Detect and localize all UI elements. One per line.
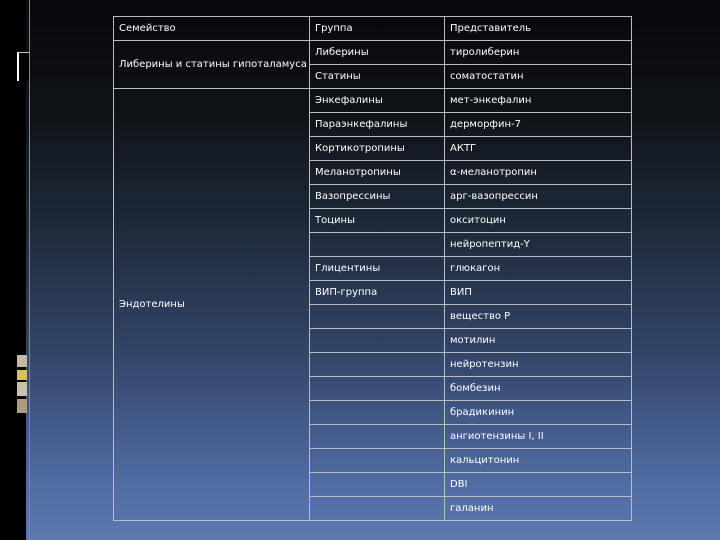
- representative-cell: ВИП: [445, 281, 632, 305]
- representative-cell: брадикинин: [445, 401, 632, 425]
- header-group: Группа: [310, 17, 445, 41]
- group-cell: Вазопрессины: [310, 185, 445, 209]
- family-cell: Либерины и статины гипоталамуса: [114, 41, 310, 89]
- accent-bar: [17, 355, 27, 367]
- group-cell: Либерины: [310, 41, 445, 65]
- accent-bar: [17, 399, 27, 413]
- representative-cell: DBI: [445, 473, 632, 497]
- representative-cell: бомбезин: [445, 377, 632, 401]
- representative-cell: тиролиберин: [445, 41, 632, 65]
- representative-cell: нейропептид-Y: [445, 233, 632, 257]
- representative-cell: мет-энкефалин: [445, 89, 632, 113]
- left-vertical-rule: [29, 0, 30, 540]
- group-cell: Глицентины: [310, 257, 445, 281]
- table-row: [114, 89, 632, 113]
- group-cell: [310, 473, 445, 497]
- representative-cell: вещество Р: [445, 305, 632, 329]
- group-cell: Энкефалины: [310, 89, 445, 113]
- representative-cell: соматостатин: [445, 65, 632, 89]
- representative-cell: окситоцин: [445, 209, 632, 233]
- representative-cell: α-меланотропин: [445, 161, 632, 185]
- group-cell: [310, 425, 445, 449]
- group-cell: [310, 449, 445, 473]
- group-cell: [310, 377, 445, 401]
- group-cell: ВИП-группа: [310, 281, 445, 305]
- group-cell: [310, 329, 445, 353]
- header-family: Семейство: [114, 17, 310, 41]
- representative-cell: ангиотензины I, II: [445, 425, 632, 449]
- representative-cell: галанин: [445, 497, 632, 521]
- family-cell: Эндотелины: [114, 89, 310, 521]
- representative-cell: глюкагон: [445, 257, 632, 281]
- group-cell: Меланотропины: [310, 161, 445, 185]
- group-cell: [310, 497, 445, 521]
- representative-cell: мотилин: [445, 329, 632, 353]
- representative-cell: кальцитонин: [445, 449, 632, 473]
- header-representative: Представитель: [445, 17, 632, 41]
- header-row: [114, 17, 632, 41]
- group-cell: [310, 233, 445, 257]
- peptide-families-table: [113, 16, 632, 521]
- accent-bar: [17, 382, 27, 396]
- group-cell: Параэнкефалины: [310, 113, 445, 137]
- decorative-block: [17, 52, 29, 81]
- representative-cell: дерморфин-7: [445, 113, 632, 137]
- representative-cell: АКТГ: [445, 137, 632, 161]
- group-cell: Статины: [310, 65, 445, 89]
- representative-cell: нейротензин: [445, 353, 632, 377]
- table-row: [114, 41, 632, 65]
- group-cell: [310, 353, 445, 377]
- representative-cell: арг-вазопрессин: [445, 185, 632, 209]
- left-dark-strip: [0, 0, 26, 540]
- group-cell: [310, 305, 445, 329]
- accent-bar: [17, 370, 27, 380]
- group-cell: Кортикотропины: [310, 137, 445, 161]
- group-cell: [310, 401, 445, 425]
- group-cell: Тоцины: [310, 209, 445, 233]
